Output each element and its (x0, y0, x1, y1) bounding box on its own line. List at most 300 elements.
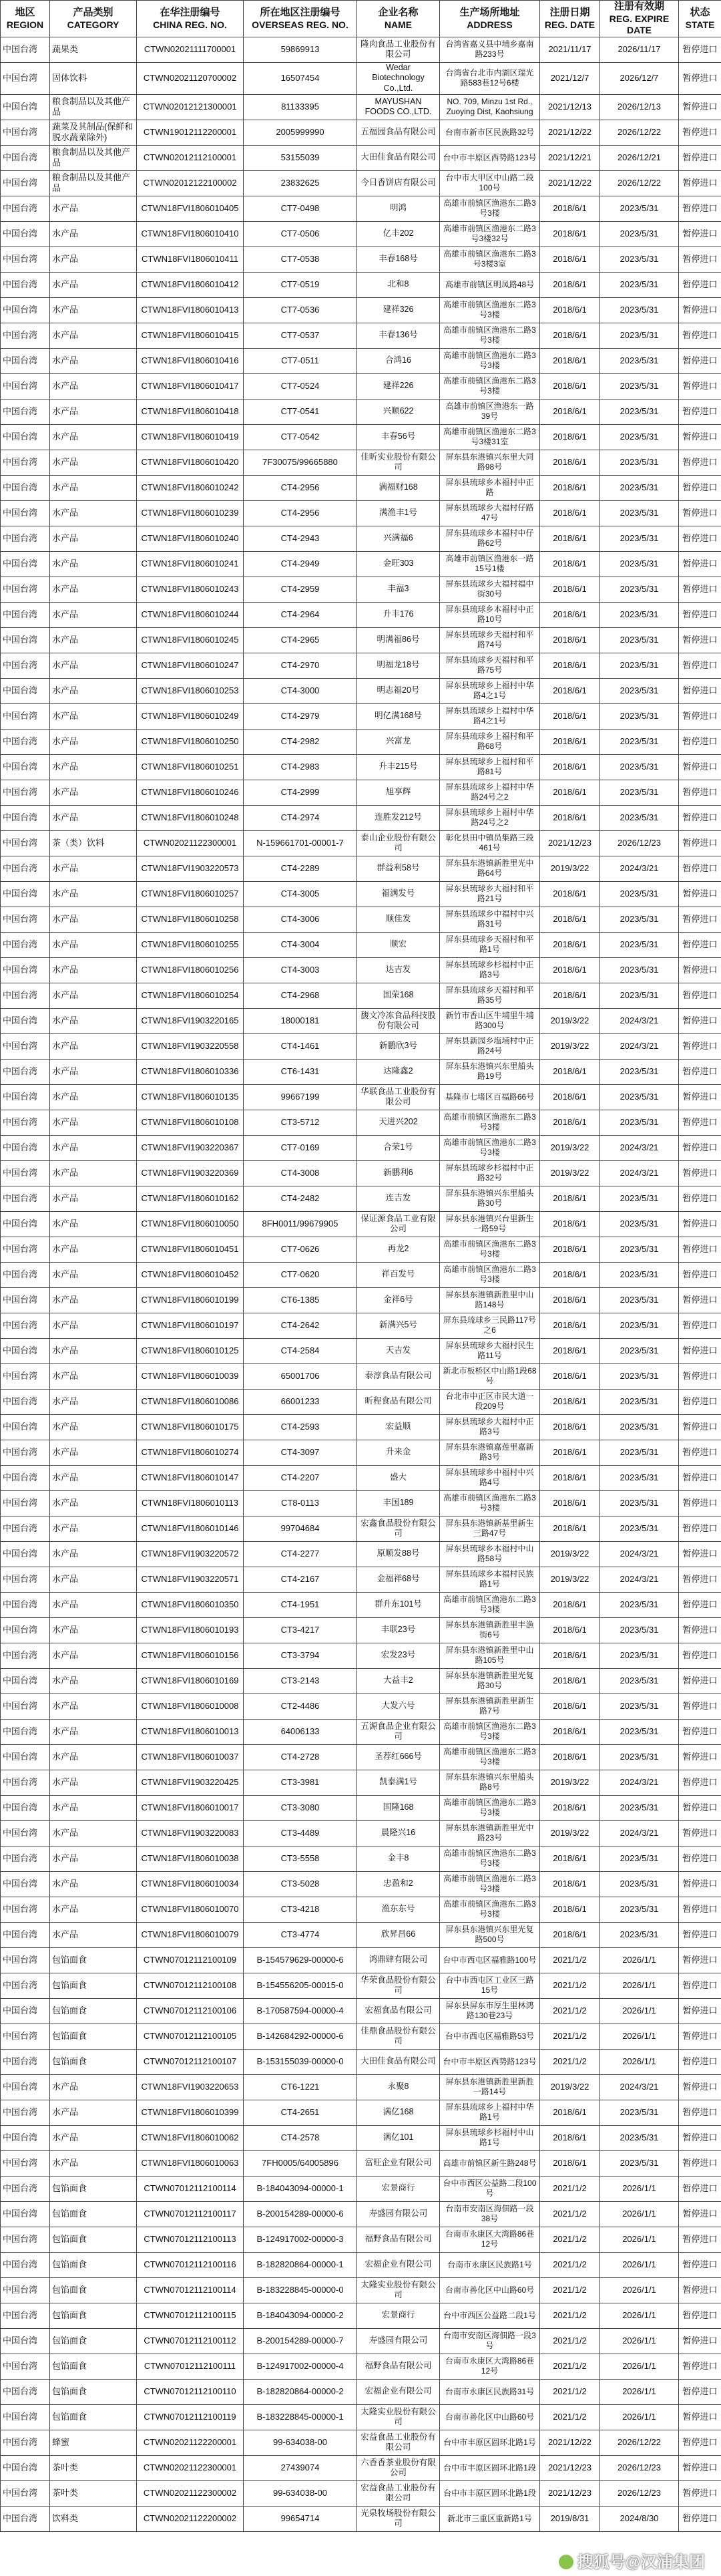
cell-name: 丰春168号 (357, 247, 440, 272)
cell-reg-date: 2018/6/1 (540, 1262, 600, 1287)
cell-state: 暂停进口 (679, 221, 721, 247)
cell-category: 水产品 (50, 780, 137, 805)
cell-category: 水产品 (50, 1186, 137, 1211)
cell-region: 中国台湾 (1, 1947, 50, 1973)
cell-address: 屏东县琉球乡上福村中华路24号之2 (440, 780, 540, 805)
cell-state: 暂停进口 (679, 1440, 721, 1465)
cell-state: 暂停进口 (679, 2150, 721, 2176)
cell-category: 水产品 (50, 500, 137, 526)
cell-state: 暂停进口 (679, 2125, 721, 2150)
cell-china-reg-no: CTWN18FVI1806010199 (137, 1287, 244, 1313)
cell-reg-date: 2021/12/22 (540, 2430, 600, 2455)
cell-state: 暂停进口 (679, 2100, 721, 2125)
cell-state: 暂停进口 (679, 1084, 721, 1110)
cell-state: 暂停进口 (679, 1770, 721, 1795)
cell-name: 福满发号 (357, 881, 440, 907)
header-en: REG. EXPIRE DATE (609, 13, 670, 36)
cell-overseas-reg-no: 99667199 (244, 1084, 357, 1110)
cell-expire-date: 2024/3/21 (600, 856, 679, 881)
cell-reg-date: 2021/1/2 (540, 2328, 600, 2354)
cell-reg-date: 2018/6/1 (540, 500, 600, 526)
cell-overseas-reg-no: CT4-2943 (244, 526, 357, 551)
table-row (1, 983, 721, 1008)
cell-expire-date: 2026/1/1 (600, 2024, 679, 2049)
header-zh: 地区 (15, 6, 35, 18)
table-row (1, 1465, 721, 1490)
cell-address: 屏东县琉球乡杉福村中正路32号 (440, 1160, 540, 1186)
cell-reg-date: 2018/6/1 (540, 729, 600, 754)
cell-region: 中国台湾 (1, 1389, 50, 1414)
cell-category: 包馅面食 (50, 2303, 137, 2328)
cell-region: 中国台湾 (1, 627, 50, 653)
cell-overseas-reg-no: CT4-3005 (244, 881, 357, 907)
cell-region: 中国台湾 (1, 602, 50, 627)
cell-expire-date: 2026/1/1 (600, 2277, 679, 2303)
table-row (1, 729, 721, 754)
table-row (1, 1897, 721, 1922)
cell-name: 五福园食品有限公司 (357, 120, 440, 145)
table-row (1, 1008, 721, 1033)
cell-name: 金福祥68号 (357, 1567, 440, 1592)
cell-state: 暂停进口 (679, 1592, 721, 1617)
cell-state: 暂停进口 (679, 1465, 721, 1490)
cell-address: 屏东县东港镇新胜里光中路64号 (440, 856, 540, 881)
cell-expire-date: 2023/5/31 (600, 1694, 679, 1719)
cell-category: 水产品 (50, 526, 137, 551)
cell-expire-date: 2023/5/31 (600, 1643, 679, 1668)
cell-expire-date: 2023/5/31 (600, 1338, 679, 1363)
cell-expire-date: 2026/1/1 (600, 2404, 679, 2430)
cell-china-reg-no: CTWN18FVI1806010254 (137, 983, 244, 1008)
cell-china-reg-no: CTWN07012112100114 (137, 2277, 244, 2303)
cell-overseas-reg-no: CT3-5712 (244, 1110, 357, 1135)
cell-china-reg-no: CTWN18FVI1903220165 (137, 1008, 244, 1033)
cell-overseas-reg-no: CT3-5558 (244, 1846, 357, 1871)
cell-category: 茶叶类 (50, 2455, 137, 2480)
cell-expire-date: 2026/12/21 (600, 145, 679, 170)
cell-overseas-reg-no: CT7-0626 (244, 1237, 357, 1262)
cell-reg-date: 2018/6/1 (540, 1694, 600, 1719)
cell-china-reg-no: CTWN07012112100113 (137, 2227, 244, 2252)
watermark-text: 搜狐号@汉浦集团 (577, 2553, 705, 2571)
cell-name: 天吉发 (357, 1338, 440, 1363)
cell-expire-date: 2023/5/31 (600, 1719, 679, 1744)
cell-reg-date: 2018/6/1 (540, 348, 600, 373)
cell-region: 中国台湾 (1, 1110, 50, 1135)
cell-expire-date: 2023/5/31 (600, 475, 679, 500)
table-row (1, 1033, 721, 1059)
cell-name: 明亿满168号 (357, 703, 440, 729)
cell-category: 水产品 (50, 602, 137, 627)
cell-reg-date: 2018/6/1 (540, 2125, 600, 2150)
cell-expire-date: 2023/5/31 (600, 1363, 679, 1389)
cell-state: 暂停进口 (679, 780, 721, 805)
cell-name: 宏发23号 (357, 1643, 440, 1668)
header-en: REGION (6, 19, 44, 30)
cell-name: 群益利58号 (357, 856, 440, 881)
cell-region: 中国台湾 (1, 1871, 50, 1897)
cell-reg-date: 2021/1/2 (540, 2024, 600, 2049)
table-row (1, 2074, 721, 2100)
cell-category: 水产品 (50, 2125, 137, 2150)
cell-name: 寿盛园有限公司 (357, 2328, 440, 2354)
cell-overseas-reg-no: CT4-2578 (244, 2125, 357, 2150)
header-zh: 所在地区注册编号 (260, 6, 340, 18)
cell-state: 暂停进口 (679, 1110, 721, 1135)
cell-region: 中国台湾 (1, 2176, 50, 2201)
cell-expire-date: 2023/5/31 (600, 526, 679, 551)
cell-state: 暂停进口 (679, 1744, 721, 1770)
cell-china-reg-no: CTWN07012112100107 (137, 2049, 244, 2074)
cell-expire-date: 2023/5/31 (600, 1846, 679, 1871)
cell-reg-date: 2018/6/1 (540, 1643, 600, 1668)
cell-region: 中国台湾 (1, 500, 50, 526)
cell-reg-date: 2021/1/2 (540, 2277, 600, 2303)
header-en: ADDRESS (467, 19, 513, 30)
cell-overseas-reg-no: CT4-2584 (244, 1338, 357, 1363)
cell-china-reg-no: CTWN18FVI1903220425 (137, 1770, 244, 1795)
cell-expire-date: 2023/5/31 (600, 1490, 679, 1516)
cell-category: 包馅面食 (50, 2049, 137, 2074)
cell-china-reg-no: CTWN07012112100108 (137, 1973, 244, 1998)
cell-expire-date: 2023/5/31 (600, 907, 679, 932)
cell-name: 满福财168 (357, 475, 440, 500)
cell-category: 包馅面食 (50, 2379, 137, 2404)
cell-expire-date: 2023/5/31 (600, 348, 679, 373)
cell-state: 暂停进口 (679, 2201, 721, 2227)
cell-reg-date: 2018/6/1 (540, 526, 600, 551)
table-row (1, 1668, 721, 1694)
table-row (1, 856, 721, 881)
cell-category: 水产品 (50, 1567, 137, 1592)
cell-name: 达隆鑫2 (357, 1059, 440, 1084)
cell-category: 水产品 (50, 729, 137, 754)
cell-china-reg-no: CTWN18FVI1806010079 (137, 1922, 244, 1947)
cell-expire-date: 2023/5/31 (600, 957, 679, 983)
table-row (1, 1389, 721, 1414)
header-category (50, 1, 137, 37)
table-row (1, 399, 721, 424)
cell-address: 台中市西区公益路二段1号 (440, 2303, 540, 2328)
cell-address: NO. 709, Minzu 1st Rd., Zuoying Dist, Kaohsiung (440, 94, 540, 120)
cell-overseas-reg-no: 7FH0005/64005896 (244, 2150, 357, 2176)
cell-region: 中国台湾 (1, 348, 50, 373)
cell-china-reg-no: CTWN18FVI1806010256 (137, 957, 244, 983)
cell-address: 台北市中正区市民大道一段209号 (440, 1389, 540, 1414)
cell-name: 宏福食品有限公司 (357, 1998, 440, 2024)
cell-expire-date: 2026/1/1 (600, 1947, 679, 1973)
cell-region: 中国台湾 (1, 1338, 50, 1363)
cell-china-reg-no: CTWN02012112100001 (137, 145, 244, 170)
cell-expire-date: 2026/1/1 (600, 2201, 679, 2227)
header-zh: 状态 (690, 6, 710, 18)
cell-region: 中国台湾 (1, 2404, 50, 2430)
cell-address: 屏东县琉球乡天福村和平路1号 (440, 932, 540, 957)
cell-china-reg-no: CTWN18FVI1806010008 (137, 1694, 244, 1719)
cell-address: 屏东县琉球乡上福村中华路4之1号 (440, 678, 540, 703)
cell-reg-date: 2021/12/22 (540, 170, 600, 196)
cell-address: 屏东县屏东市厚生里林鸿路130巷23号 (440, 1998, 540, 2024)
cell-expire-date: 2023/5/31 (600, 577, 679, 602)
cell-overseas-reg-no: CT4-2982 (244, 729, 357, 754)
cell-china-reg-no: CTWN02021122200002 (137, 2506, 244, 2531)
cell-expire-date: 2026/12/22 (600, 2430, 679, 2455)
cell-region: 中国台湾 (1, 653, 50, 678)
cell-reg-date: 2018/6/1 (540, 1389, 600, 1414)
cell-address: 高雄市前镇区渔港东二路3号3楼 (440, 1592, 540, 1617)
table-row (1, 1617, 721, 1643)
table-row (1, 526, 721, 551)
cell-china-reg-no: CTWN18FVI1806010146 (137, 1516, 244, 1541)
cell-name: 满亿101 (357, 2125, 440, 2150)
cell-china-reg-no: CTWN18FVI1806010399 (137, 2100, 244, 2125)
cell-reg-date: 2021/1/2 (540, 2404, 600, 2430)
cell-reg-date: 2018/6/1 (540, 1719, 600, 1744)
cell-category: 水产品 (50, 323, 137, 348)
cell-reg-date: 2018/6/1 (540, 1516, 600, 1541)
cell-reg-date: 2018/6/1 (540, 1846, 600, 1871)
cell-reg-date: 2018/6/1 (540, 247, 600, 272)
cell-region: 中国台湾 (1, 907, 50, 932)
cell-region: 中国台湾 (1, 120, 50, 145)
cell-address: 台中市西屯区工业区三路15号 (440, 1973, 540, 1998)
cell-category: 水产品 (50, 1414, 137, 1440)
cell-overseas-reg-no: CT4-2956 (244, 500, 357, 526)
table-row (1, 805, 721, 830)
cell-china-reg-no: CTWN18FVI1806010156 (137, 1643, 244, 1668)
cell-name: 泰淳食品有限公司 (357, 1363, 440, 1389)
cell-expire-date: 2026/12/13 (600, 94, 679, 120)
cell-category: 水产品 (50, 1694, 137, 1719)
cell-state: 暂停进口 (679, 373, 721, 399)
cell-region: 中国台湾 (1, 754, 50, 780)
cell-category: 水产品 (50, 1592, 137, 1617)
cell-overseas-reg-no: 53155039 (244, 145, 357, 170)
cell-region: 中国台湾 (1, 1922, 50, 1947)
cell-expire-date: 2023/5/31 (600, 1465, 679, 1490)
cell-state: 暂停进口 (679, 500, 721, 526)
cell-name: 光泉牧场股份有限公司 (357, 2506, 440, 2531)
cell-category: 包馅面食 (50, 2328, 137, 2354)
table-row (1, 373, 721, 399)
header-en: OVERSEAS REG. NO. (252, 19, 348, 30)
cell-china-reg-no: CTWN18FVI1806010034 (137, 1871, 244, 1897)
cell-region: 中国台湾 (1, 221, 50, 247)
cell-region: 中国台湾 (1, 2277, 50, 2303)
cell-state: 暂停进口 (679, 1719, 721, 1744)
cell-reg-date: 2021/12/21 (540, 145, 600, 170)
cell-region: 中国台湾 (1, 399, 50, 424)
cell-reg-date: 2019/3/22 (540, 1160, 600, 1186)
cell-state: 暂停进口 (679, 1363, 721, 1389)
cell-address: 屏东县琉球乡本福村中正路 (440, 475, 540, 500)
cell-china-reg-no: CTWN07012112100110 (137, 2379, 244, 2404)
cell-state: 暂停进口 (679, 1897, 721, 1922)
cell-china-reg-no: CTWN18FVI1806010251 (137, 754, 244, 780)
cell-region: 中国台湾 (1, 1770, 50, 1795)
cell-region: 中国台湾 (1, 2074, 50, 2100)
cell-reg-date: 2018/6/1 (540, 703, 600, 729)
table-row (1, 120, 721, 145)
cell-name: 福野食品有限公司 (357, 2354, 440, 2379)
cell-category: 水产品 (50, 957, 137, 983)
cell-category: 水产品 (50, 983, 137, 1008)
cell-overseas-reg-no: B-184043094-00000-2 (244, 2303, 357, 2328)
cell-name: 宏景商行 (357, 2176, 440, 2201)
cell-china-reg-no: CTWN07012112100106 (137, 1998, 244, 2024)
cell-china-reg-no: CTWN18FVI1806010050 (137, 1211, 244, 1237)
cell-state: 暂停进口 (679, 2328, 721, 2354)
cell-address: 屏东县琉球乡上福村中华路24号之2 (440, 805, 540, 830)
header-state (679, 1, 721, 37)
cell-overseas-reg-no: CT4-2277 (244, 1541, 357, 1567)
cell-region: 中国台湾 (1, 1363, 50, 1389)
cell-expire-date: 2023/5/31 (600, 1414, 679, 1440)
cell-expire-date: 2023/5/31 (600, 500, 679, 526)
cell-name: 六香香茶业股份有限公司 (357, 2455, 440, 2480)
cell-overseas-reg-no: CT3-4218 (244, 1897, 357, 1922)
cell-region: 中国台湾 (1, 1795, 50, 1820)
cell-region: 中国台湾 (1, 2227, 50, 2252)
cell-expire-date: 2023/5/31 (600, 627, 679, 653)
cell-china-reg-no: CTWN18FVI1806010274 (137, 1440, 244, 1465)
cell-overseas-reg-no: CT8-0113 (244, 1490, 357, 1516)
header-en: REG. DATE (544, 19, 595, 30)
cell-region: 中国台湾 (1, 577, 50, 602)
cell-name: 国荣168 (357, 983, 440, 1008)
table-row (1, 1820, 721, 1846)
table-row (1, 932, 721, 957)
cell-address: 屏东县琉球乡杉福村中山路1号 (440, 2125, 540, 2150)
cell-name: 明鸿 (357, 196, 440, 221)
cell-state: 暂停进口 (679, 1846, 721, 1871)
cell-name: 金旺303 (357, 551, 440, 577)
cell-address: 高雄市前镇区渔港东二路3号3楼 (440, 373, 540, 399)
cell-overseas-reg-no: CT4-2593 (244, 1414, 357, 1440)
cell-china-reg-no: CTWN18FVI1806010419 (137, 424, 244, 450)
cell-region: 中国台湾 (1, 2125, 50, 2150)
cell-overseas-reg-no: CT7-0511 (244, 348, 357, 373)
table-row (1, 2480, 721, 2506)
cell-china-reg-no: CTWN18FVI1806010244 (137, 602, 244, 627)
cell-category: 水产品 (50, 1059, 137, 1084)
cell-reg-date: 2018/6/1 (540, 932, 600, 957)
cell-china-reg-no: CTWN18FVI1806010452 (137, 1262, 244, 1287)
cell-category: 水产品 (50, 1440, 137, 1465)
table-row (1, 1846, 721, 1871)
cell-name: 满渔丰1号 (357, 500, 440, 526)
cell-category: 水产品 (50, 1897, 137, 1922)
cell-region: 中国台湾 (1, 1998, 50, 2024)
cell-address: 屏东县琉球乡杉福村中正路3号 (440, 957, 540, 983)
table-row (1, 1719, 721, 1744)
cell-name: 亿丰202 (357, 221, 440, 247)
cell-china-reg-no: CTWN18FVI1806010247 (137, 653, 244, 678)
table-row (1, 1363, 721, 1389)
cell-china-reg-no: CTWN18FVI1806010257 (137, 881, 244, 907)
cell-region: 中国台湾 (1, 424, 50, 450)
header-en: NAME (384, 19, 413, 30)
cell-category: 包馅面食 (50, 2024, 137, 2049)
cell-overseas-reg-no: CT4-2949 (244, 551, 357, 577)
cell-overseas-reg-no: CT4-3004 (244, 932, 357, 957)
table-row (1, 1135, 721, 1160)
cell-state: 暂停进口 (679, 1160, 721, 1186)
cell-region: 中国台湾 (1, 1897, 50, 1922)
cell-reg-date: 2019/3/22 (540, 1567, 600, 1592)
cell-region: 中国台湾 (1, 1719, 50, 1744)
cell-state: 暂停进口 (679, 1694, 721, 1719)
cell-reg-date: 2019/3/22 (540, 1135, 600, 1160)
cell-category: 饮料类 (50, 2506, 137, 2531)
cell-address: 屏东县东港镇新胜里光复路30号 (440, 1668, 540, 1694)
cell-overseas-reg-no: 23832625 (244, 170, 357, 196)
cell-state: 暂停进口 (679, 2506, 721, 2531)
cell-state: 暂停进口 (679, 1998, 721, 2024)
cell-china-reg-no: CTWN18FVI1903220572 (137, 1541, 244, 1567)
cell-state: 暂停进口 (679, 1947, 721, 1973)
cell-reg-date: 2018/6/1 (540, 1871, 600, 1897)
cell-address: 台湾省台北市内湖区瑞光路583巷12号6楼 (440, 62, 540, 94)
table-row (1, 602, 721, 627)
cell-reg-date: 2021/12/23 (540, 830, 600, 856)
cell-expire-date: 2024/3/21 (600, 1135, 679, 1160)
table-row (1, 957, 721, 983)
cell-overseas-reg-no: CT7-0538 (244, 247, 357, 272)
cell-name: 祥百发号 (357, 1262, 440, 1287)
cell-china-reg-no: CTWN18FVI1903220367 (137, 1135, 244, 1160)
cell-state: 暂停进口 (679, 1237, 721, 1262)
cell-state: 暂停进口 (679, 2176, 721, 2201)
cell-category: 水产品 (50, 1338, 137, 1363)
cell-state: 暂停进口 (679, 272, 721, 297)
cell-reg-date: 2018/6/1 (540, 1490, 600, 1516)
cell-expire-date: 2023/5/31 (600, 2100, 679, 2125)
cell-china-reg-no: CTWN18FVI1806010413 (137, 297, 244, 323)
cell-region: 中国台湾 (1, 805, 50, 830)
cell-region: 中国台湾 (1, 1617, 50, 1643)
cell-reg-date: 2018/6/1 (540, 373, 600, 399)
cell-category: 水产品 (50, 1871, 137, 1897)
cell-expire-date: 2023/5/31 (600, 373, 679, 399)
cell-address: 屏东县东港镇嘉莲里嘉新路3号 (440, 1440, 540, 1465)
cell-address: 台南市新市区民族路32号 (440, 120, 540, 145)
cell-reg-date: 2018/6/1 (540, 1237, 600, 1262)
cell-category: 粮食制品以及其他产品 (50, 170, 137, 196)
cell-reg-date: 2018/6/1 (540, 805, 600, 830)
table-row (1, 780, 721, 805)
cell-address: 屏东县琉球乡上福村和平路81号 (440, 754, 540, 780)
table-row (1, 1237, 721, 1262)
cell-region: 中国台湾 (1, 1008, 50, 1033)
cell-overseas-reg-no: B-153155039-00000-0 (244, 2049, 357, 2074)
cell-address: 台中市西屯区福雅路53号 (440, 2024, 540, 2049)
cell-address: 屏东县东港镇新胜里光中路23号 (440, 1820, 540, 1846)
cell-name: 合鸿16 (357, 348, 440, 373)
cell-address: 屏东县东港镇新胜里中山路105号 (440, 1643, 540, 1668)
cell-overseas-reg-no: 8FH0011/99679905 (244, 1211, 357, 1237)
cell-reg-date: 2018/6/1 (540, 602, 600, 627)
cell-address: 高雄市前镇区渔港东二路3号3楼 (440, 1237, 540, 1262)
cell-reg-date: 2019/8/31 (540, 2506, 600, 2531)
cell-expire-date: 2023/5/31 (600, 1262, 679, 1287)
cell-category: 水产品 (50, 1287, 137, 1313)
cell-region: 中国台湾 (1, 1135, 50, 1160)
cell-address: 屏东县东港镇兴台里新生一路59号 (440, 1211, 540, 1237)
cell-china-reg-no: CTWN02021122200001 (137, 2430, 244, 2455)
table-row (1, 1338, 721, 1363)
cell-overseas-reg-no: CT7-0498 (244, 196, 357, 221)
